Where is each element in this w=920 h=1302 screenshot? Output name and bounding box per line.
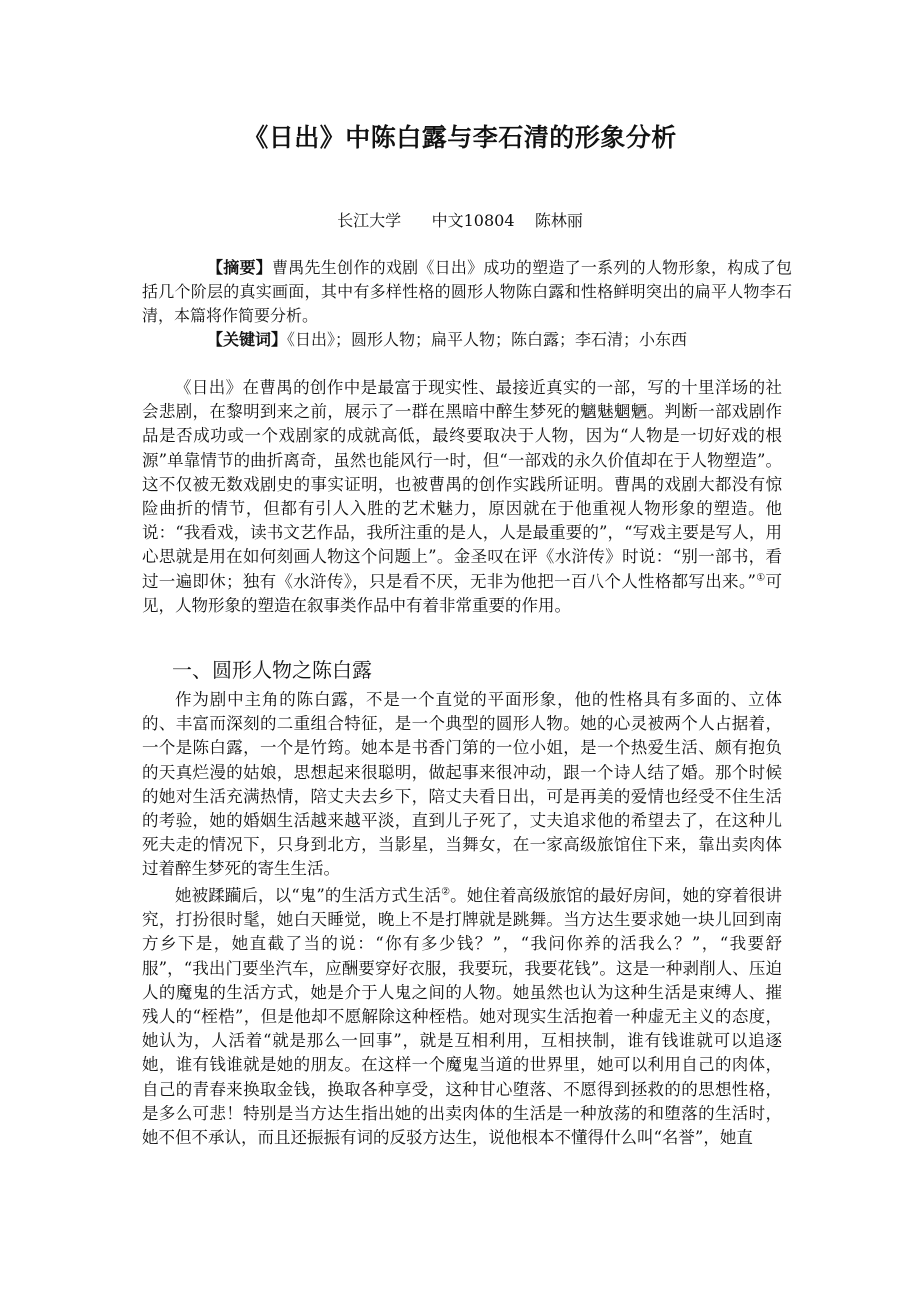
footnote-marker-1: ①: [755, 572, 766, 584]
abstract-label: 【摘要】: [207, 258, 273, 277]
page-title: 《日出》中陈白露与李石清的形象分析: [243, 123, 677, 152]
intro-paragraph: [142, 376, 782, 618]
section1-paragraph-2: [142, 884, 782, 1150]
section1-p2-text-b: 。她住着高级旅馆的最好房间，她的穿着很讲究，打扮很时髦，她白天睡觉，晚上不是打牌就是跳舞。当方达生要求她一块儿回到南方乡下是，她直截了当的说：“你有多少钱？”，“我问你养的活我么？”，“我要舒服”，“我出门要坐汽车，应酬要穿好衣服，我要玩，我要花钱”。这是一种剥削人、压迫人的魔鬼的生活方式，她是介于人鬼之间的人物。她虽然也认为这种生活是束缚人、摧残人的“桎梏”，但是他却不愿解除这种桎梏。她对现实生活抱着一种虚无主义的态度，她认为，人活着“就是那么一回事”，就是互相利用，互相挟制，谁有钱谁就可以追逐她，谁有钱谁就是她的朋友。在这样一个魔鬼当道的世界里，她可以利用自己的肉体，自己的青春来换取金钱，换取各种享受，这种甘心堕落、不愿得到拯救的的思想性格，是多么可悲！特别是当方达生指出她的出卖肉体的生活是一种放荡的和堕落的生活时，她不但不承认，而且还振振有词的反驳方达生，说他根本不懂得什么叫“名誉”，她直: [142, 886, 783, 1148]
author-line: 长江大学 中文10804 陈林丽: [337, 211, 583, 230]
keywords-label: 【关键词】: [207, 330, 288, 349]
intro-text-b: 可见，人物形象的塑造在叙事类作品中有着非常重要的作用。: [142, 571, 783, 615]
section-heading-1: 一、圆形人物之陈白露: [172, 658, 372, 682]
section1-p2-text-a: 她被蹂躏后，以“鬼”的生活方式生活: [175, 886, 442, 905]
abstract-text: 曹禺先生创作的戏剧《日出》成功的塑造了一系列的人物形象，构成了包括几个阶层的真实画面，其中有多样性格的圆形人物陈白露和性格鲜明突出的扁平人物李石清，本篇将作简要分析。: [142, 258, 792, 325]
footnote-marker-2: ②: [441, 886, 451, 898]
section1-paragraph-1: 作为剧中主角的陈白露，不是一个直觉的平面形象，他的性格具有多面的、立体的、丰富而深刻的二重组合特征，是一个典型的圆形人物。她的心灵被两个人占据着，一个是陈白露，一个是竹筠。她本是书香门第的一位小姐，是一个热爱生活、颇有抱负的天真烂漫的姑娘，思想起来很聪明，做起事来很冲动，跟一个诗人结了婚。那个时候的她对生活充满热情，陪丈夫去乡下，陪丈夫看日出，可是再美的爱情也经受不住生活的考验，她的婚姻生活越来越平淡，直到儿子死了，丈夫追求他的希望去了，在这种儿死夫走的情况下，只身到北方，当影星，当舞女，在一家高级旅馆住下来，靠出卖肉体过着醉生梦死的寄生生活。: [142, 690, 782, 879]
intro-text-a: 《日出》在曹禺的创作中是最富于现实性、最接近真实的一部，写的十里洋场的社会悲剧，在黎明到来之前，展示了一群在黑暗中醉生梦死的魑魅魍魉。判断一部戏剧作品是否成功或一个戏剧家的成就高低，最终要取决于人物，因为“人物是一切好戏的根源”单靠情节的曲折离奇，虽然也能风行一时，但“一部戏的永久价值却在于人物塑造”。这不仅被无数戏剧史的事实证明，也被曹禺的创作实践所证明。曹禺的戏剧大都没有惊险曲折的情节，但都有引人入胜的艺术魅力，原因就在于他重视人物形象的塑造。他说：“我看戏，读书文艺作品，我所注重的是人，人是最重要的”，“写戏主要是写人，用心思就是用在如何刻画人物这个问题上”。金圣叹在评《水浒传》时说：“别一部书，看过一遍即休；独有《水浒传》，只是看不厌，无非为他把一百八个人性格都写出来。”: [142, 378, 782, 591]
abstract: [142, 256, 792, 328]
keywords-text: 《日出》；圆形人物；扁平人物；陈白露；李石清；小东西: [287, 330, 688, 349]
keywords: [207, 328, 797, 352]
